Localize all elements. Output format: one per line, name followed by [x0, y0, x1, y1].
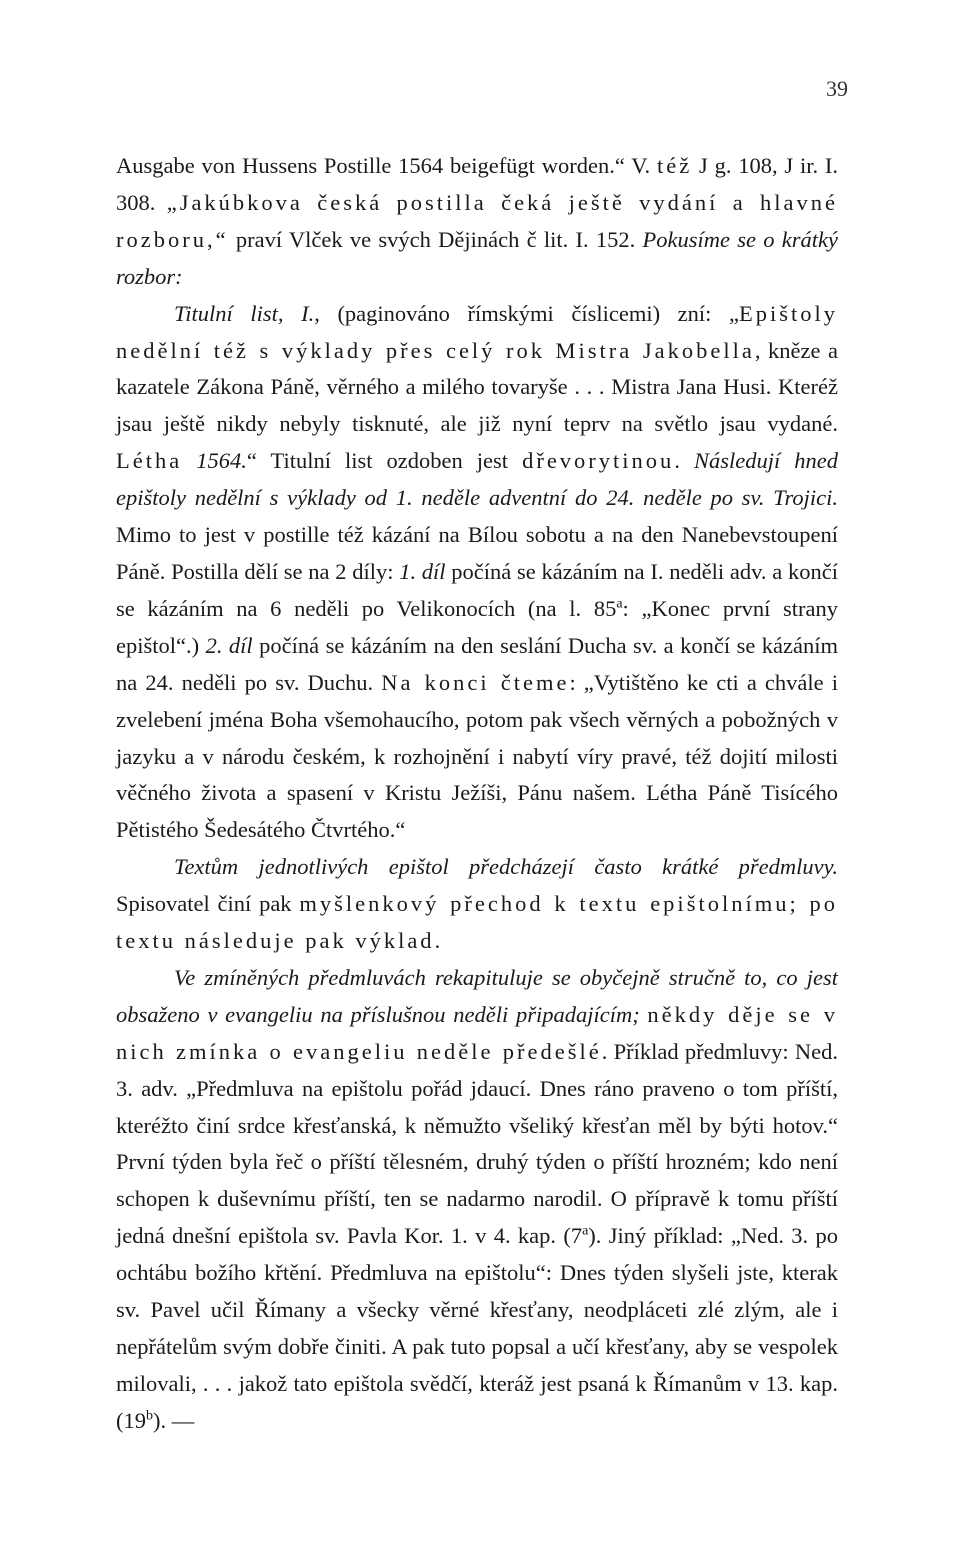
text-run: . [674, 448, 694, 474]
text-run: Ausgabe von Hussens Postille 1564 beigefügt worden.“ V. [116, 153, 657, 178]
text-run: “ Titulní list ozdoben jest [246, 448, 523, 474]
italic-text: Ve zmíněných předmluvách rekapituluje se obyčejně stručně to, co jest obsaženo v evangeliu na příslušnou neděli připadajícím; [116, 964, 838, 1027]
paragraph [116, 960, 838, 1440]
italic-text: 1. díl [399, 558, 446, 584]
text-run [182, 448, 196, 473]
spaced-text: „Jakúbkova česká postilla čeká ještě vydání a hlavné rozboru,“ [116, 189, 839, 252]
superscript: b [146, 1408, 153, 1424]
text-run: počíná se kázáním na den seslání Ducha sv. a končí se kázáním na 24. neděli po sv. Duchu. [116, 632, 838, 695]
spaced-text: myšlenkový přechod k textu epištolnímu; po textu následuje pak výklad [116, 891, 838, 954]
superscript: a [582, 1223, 589, 1239]
text-run: . [434, 928, 441, 954]
text-run: ). — [153, 1407, 195, 1433]
spaced-text: Epištoly nedělní též s výklady přes celý rok Mistra Jakobella [116, 300, 838, 363]
superscript: a [616, 596, 623, 612]
italic-text: Textům jednotlivých epištol předcházejí často krátké předmluvy. [174, 854, 838, 880]
text-run: : „Konec první strany epištol“.) [116, 595, 838, 658]
italic-text: Pokusíme se o krátký rozbor: [116, 226, 838, 289]
italic-text: 2. díl [205, 632, 253, 658]
text-run: , (paginováno římskými číslicemi) zní: „ [314, 300, 739, 326]
spaced-text: Létha [116, 448, 183, 474]
page-number: 39 [826, 76, 848, 101]
body-text [116, 148, 838, 1440]
text-run: ). Jiný příklad: „Ned. 3. po ochtábu božího křtění. Předmluva na epištolu“: Dnes týden slyšeli jste, kterak sv. Pavel učil Římany a všecky věrné křesťany, neodpláceti zlé zlým, ale i nepřátelům svým dobře činiti. A pak tuto popsal a učí křesťany, aby se vespolek milovali, . . . jakož tato epištola svědčí, kteráž jest psaná k Římanům v 13. kap. (19 [116, 1223, 838, 1433]
italic-text: 1564. [196, 448, 247, 474]
spaced-text: Na konci čteme [381, 669, 570, 695]
text-run: praví Vlček ve svých Dějinách č lit. I. 152. [228, 226, 643, 252]
spaced-text: někdy děje se v nich zmínka o evangeliu neděle předešlé [116, 1001, 839, 1064]
text-run: , kněze a kazatele Zákona Páně, věrného a milého tovaryše . . . Mistra Jana Husi. Kteréž jsau ještě nikdy nebyly tisknuté, ale již nyní teprv na světlo jsau vydané. [116, 337, 838, 437]
italic-text: Následují hned epištoly nedělní s výklady od 1. neděle adventní do 24. neděle po sv. Trojici. [116, 448, 839, 511]
text-run: Spisovatel činí pak [116, 891, 300, 917]
spaced-text: též [656, 153, 693, 178]
paragraph [116, 849, 838, 960]
text-run: : „Vytištěno ke cti a chvále i zvelebení jména Boha všemohaucího, potom pak všech věrných a pobožných v jazyku a v národu českém, k rozhojnění i nabytí víry pravé, též dojití milosti věčného života a spasení v Kristu Ježíši, Pánu našem. Létha Páně Tisícého Pětistého Šedesátého Čtvrtého.“ [116, 669, 839, 843]
spaced-text: dřevorytinou [522, 448, 675, 474]
paragraph [116, 296, 838, 850]
italic-text: Titulní list, I. [174, 300, 315, 326]
text-run: Mimo to jest v postille též kázání na Bílou sobotu a na den Nanebevstoupení Páně. Postilla dělí se na 2 díly: [116, 522, 838, 584]
text-run: J g. 108, J ir. I. 308. [116, 153, 838, 215]
text-run: . Příklad předmluvy: Ned. 3. adv. „Předmluva na epištolu pořád jdaucí. Dnes ráno praveno o tom příští, kteréžto činí srdce křesťanská, k němužto všeliký křesťan měl by býti hotov.“ První týden byla řeč o příští tělesném, druhý týden o příští hrozném; kdo není schopen k duševnímu příští, ten se nadarmo narodil. O přípravě k tomu příští jedná dnešní epištola sv. Pavla Kor. 1. v 4. kap. (7 [116, 1038, 838, 1249]
text-run: počíná se kázáním na I. neděli adv. a končí se kázáním na 6 neděli po Velikonocích (na l. 85 [116, 558, 838, 621]
paragraph [116, 148, 838, 296]
